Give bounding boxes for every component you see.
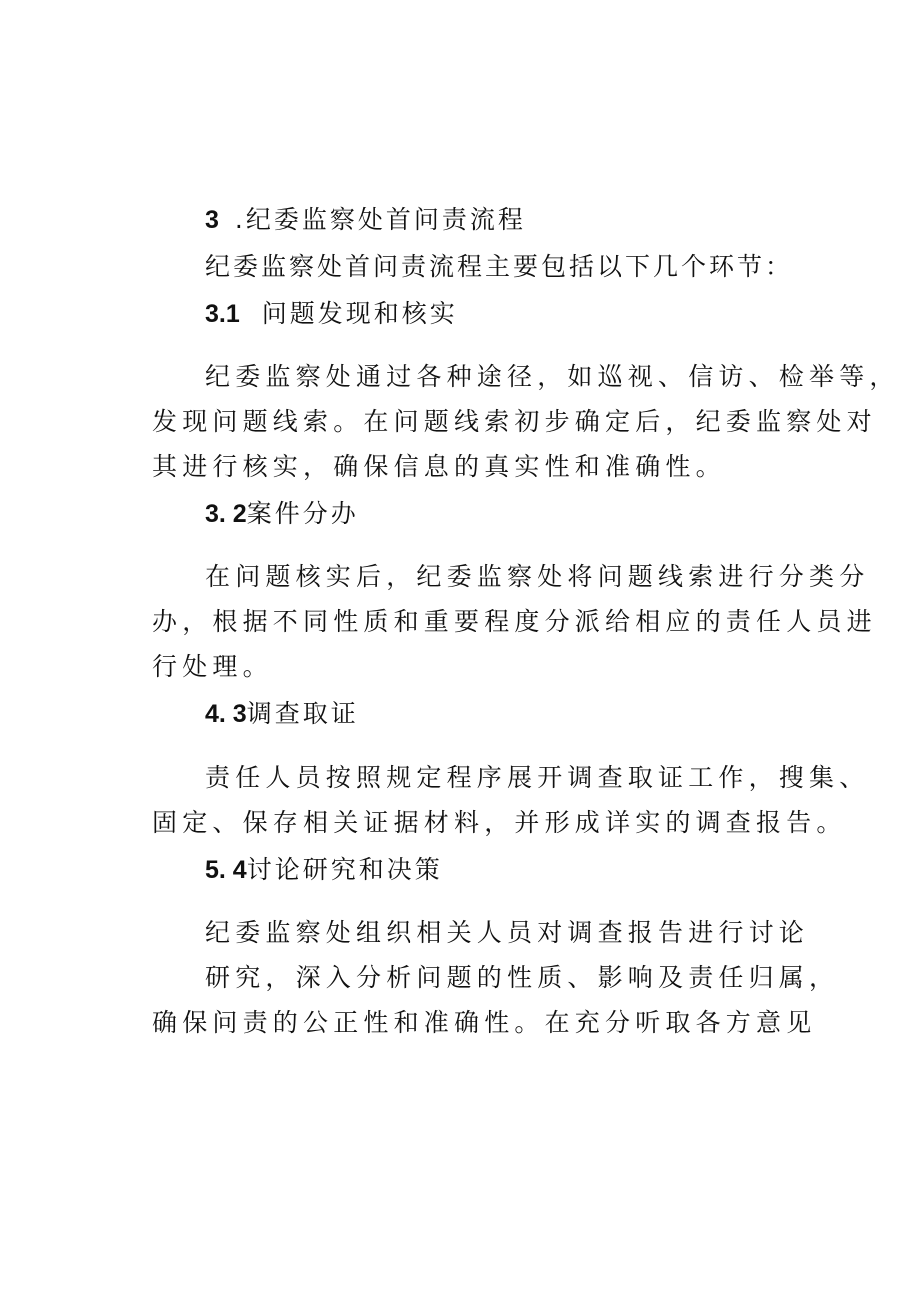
paragraph-3-line-2: 固定、保存相关证据材料，并形成详实的调查报告。 [152, 808, 847, 837]
paragraph-1-line-3: 其进行核实，确保信息的真实性和准确性。 [152, 452, 726, 481]
subheading-5-4 [205, 855, 443, 885]
section-heading [205, 205, 526, 235]
paragraph-2-line-3: 行处理。 [152, 652, 273, 681]
subheading-number: 4. 3 [205, 700, 247, 728]
subheading-4-3 [205, 699, 359, 729]
paragraph-3-line-1: 责任人员按照规定程序展开调查取证工作，搜集、 [205, 763, 870, 792]
subheading-number: 3. 2 [205, 500, 247, 528]
subheading-title: 讨论研究和决策 [246, 855, 443, 884]
paragraph-4-line-2: 研究，深入分析问题的性质、影响及责任归属， [205, 963, 840, 992]
subheading-title: 问题发现和核实 [261, 299, 458, 328]
paragraph-2-line-1: 在问题核实后，纪委监察处将问题线索进行分类分 [205, 562, 870, 591]
paragraph-1-line-1: 纪委监察处通过各种途径，如巡视、信访、检举等， [205, 362, 900, 391]
section-title: .纪委监察处首问责流程 [234, 205, 526, 234]
subheading-3-2 [205, 499, 359, 529]
subheading-number: 3.1 [205, 300, 240, 328]
subheading-number: 5. 4 [205, 856, 247, 884]
subheading-title: 调查取证 [246, 699, 359, 728]
intro-paragraph: 纪委监察处首问责流程主要包括以下几个环节： [205, 252, 794, 281]
paragraph-1-line-2: 发现问题线索。在问题线索初步确定后，纪委监察处对 [152, 407, 877, 436]
section-number: 3 [205, 206, 219, 234]
subheading-title: 案件分办 [246, 499, 359, 528]
paragraph-2-line-2: 办，根据不同性质和重要程度分派给相应的责任人员进 [152, 607, 877, 636]
paragraph-4-line-3: 确保问责的公正性和准确性。在充分听取各方意见 [152, 1008, 817, 1037]
subheading-3-1 [205, 299, 458, 329]
paragraph-4-line-1: 纪委监察处组织相关人员对调查报告进行讨论 [205, 918, 810, 947]
